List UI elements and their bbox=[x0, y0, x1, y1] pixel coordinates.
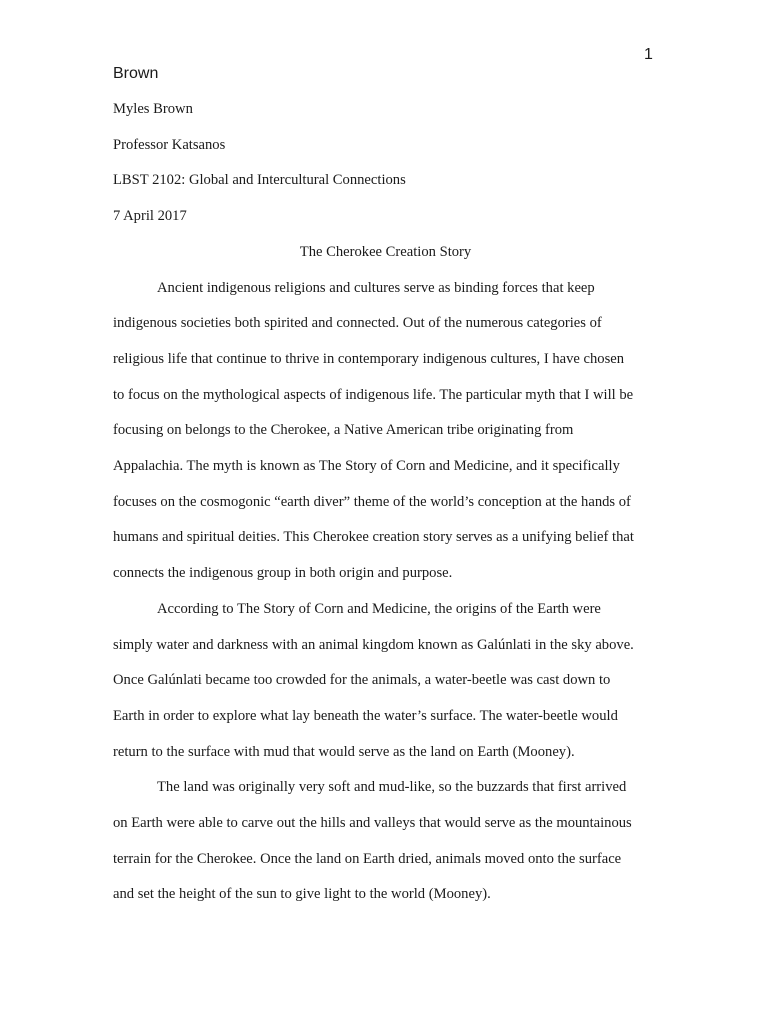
professor-name: Professor Katsanos bbox=[113, 136, 226, 153]
paragraph-line: Ancient indigenous religions and cultures serve as binding forces that keep bbox=[157, 279, 595, 296]
paragraph-line: indigenous societies both spirited and connected. Out of the numerous categories of bbox=[113, 315, 602, 332]
running-header: Brown bbox=[113, 65, 159, 82]
page-number: 1 bbox=[644, 46, 653, 63]
paragraph-line: religious life that continue to thrive in contemporary indigenous cultures, I have chosen bbox=[113, 350, 625, 367]
document-title: The Cherokee Creation Story bbox=[299, 243, 472, 260]
paragraph-line: on Earth were able to carve out the hills and valleys that would serve as the mountainous bbox=[113, 815, 632, 832]
paragraph-line: According to The Story of Corn and Medicine, the origins of the Earth were bbox=[157, 600, 601, 617]
paragraph-line: humans and spiritual deities. This Cherokee creation story serves as a unifying belief that bbox=[113, 529, 634, 546]
paragraph-line: focuses on the cosmogonic “earth diver” theme of the world’s conception at the hands of bbox=[113, 493, 631, 510]
paragraph-line: focusing on belongs to the Cherokee, a Native American tribe originating from bbox=[113, 422, 574, 439]
paragraph-line: The land was originally very soft and mud-like, so the buzzards that first arrived bbox=[157, 779, 627, 796]
paragraph-line: terrain for the Cherokee. Once the land on Earth dried, animals moved onto the surface bbox=[113, 850, 622, 867]
author-name: Myles Brown bbox=[113, 101, 193, 117]
paragraph-line: and set the height of the sun to give light to the world (Mooney). bbox=[113, 886, 491, 903]
paragraph-line: Appalachia. The myth is known as The Story of Corn and Medicine, and it specifically bbox=[113, 458, 620, 475]
paragraph-line: connects the indigenous group in both origin and purpose. bbox=[113, 565, 453, 582]
document-body bbox=[113, 92, 658, 913]
paragraph-line: return to the surface with mud that would serve as the land on Earth (Mooney). bbox=[113, 743, 575, 760]
paragraph-line: simply water and darkness with an animal kingdom known as Galúnlati in the sky above. bbox=[113, 636, 634, 653]
paragraph bbox=[113, 271, 658, 592]
document-date: 7 April 2017 bbox=[113, 208, 187, 225]
paragraph-line: to focus on the mythological aspects of indigenous life. The particular myth that I will be bbox=[113, 386, 634, 403]
paragraph-line: Earth in order to explore what lay beneath the water’s surface. The water-beetle would bbox=[113, 707, 618, 724]
paragraph-line: Once Galúnlati became too crowded for the animals, a water-beetle was cast down to bbox=[113, 672, 611, 689]
course-name: LBST 2102: Global and Intercultural Connections bbox=[113, 172, 406, 189]
paragraph bbox=[113, 770, 658, 913]
paragraph bbox=[113, 592, 658, 771]
